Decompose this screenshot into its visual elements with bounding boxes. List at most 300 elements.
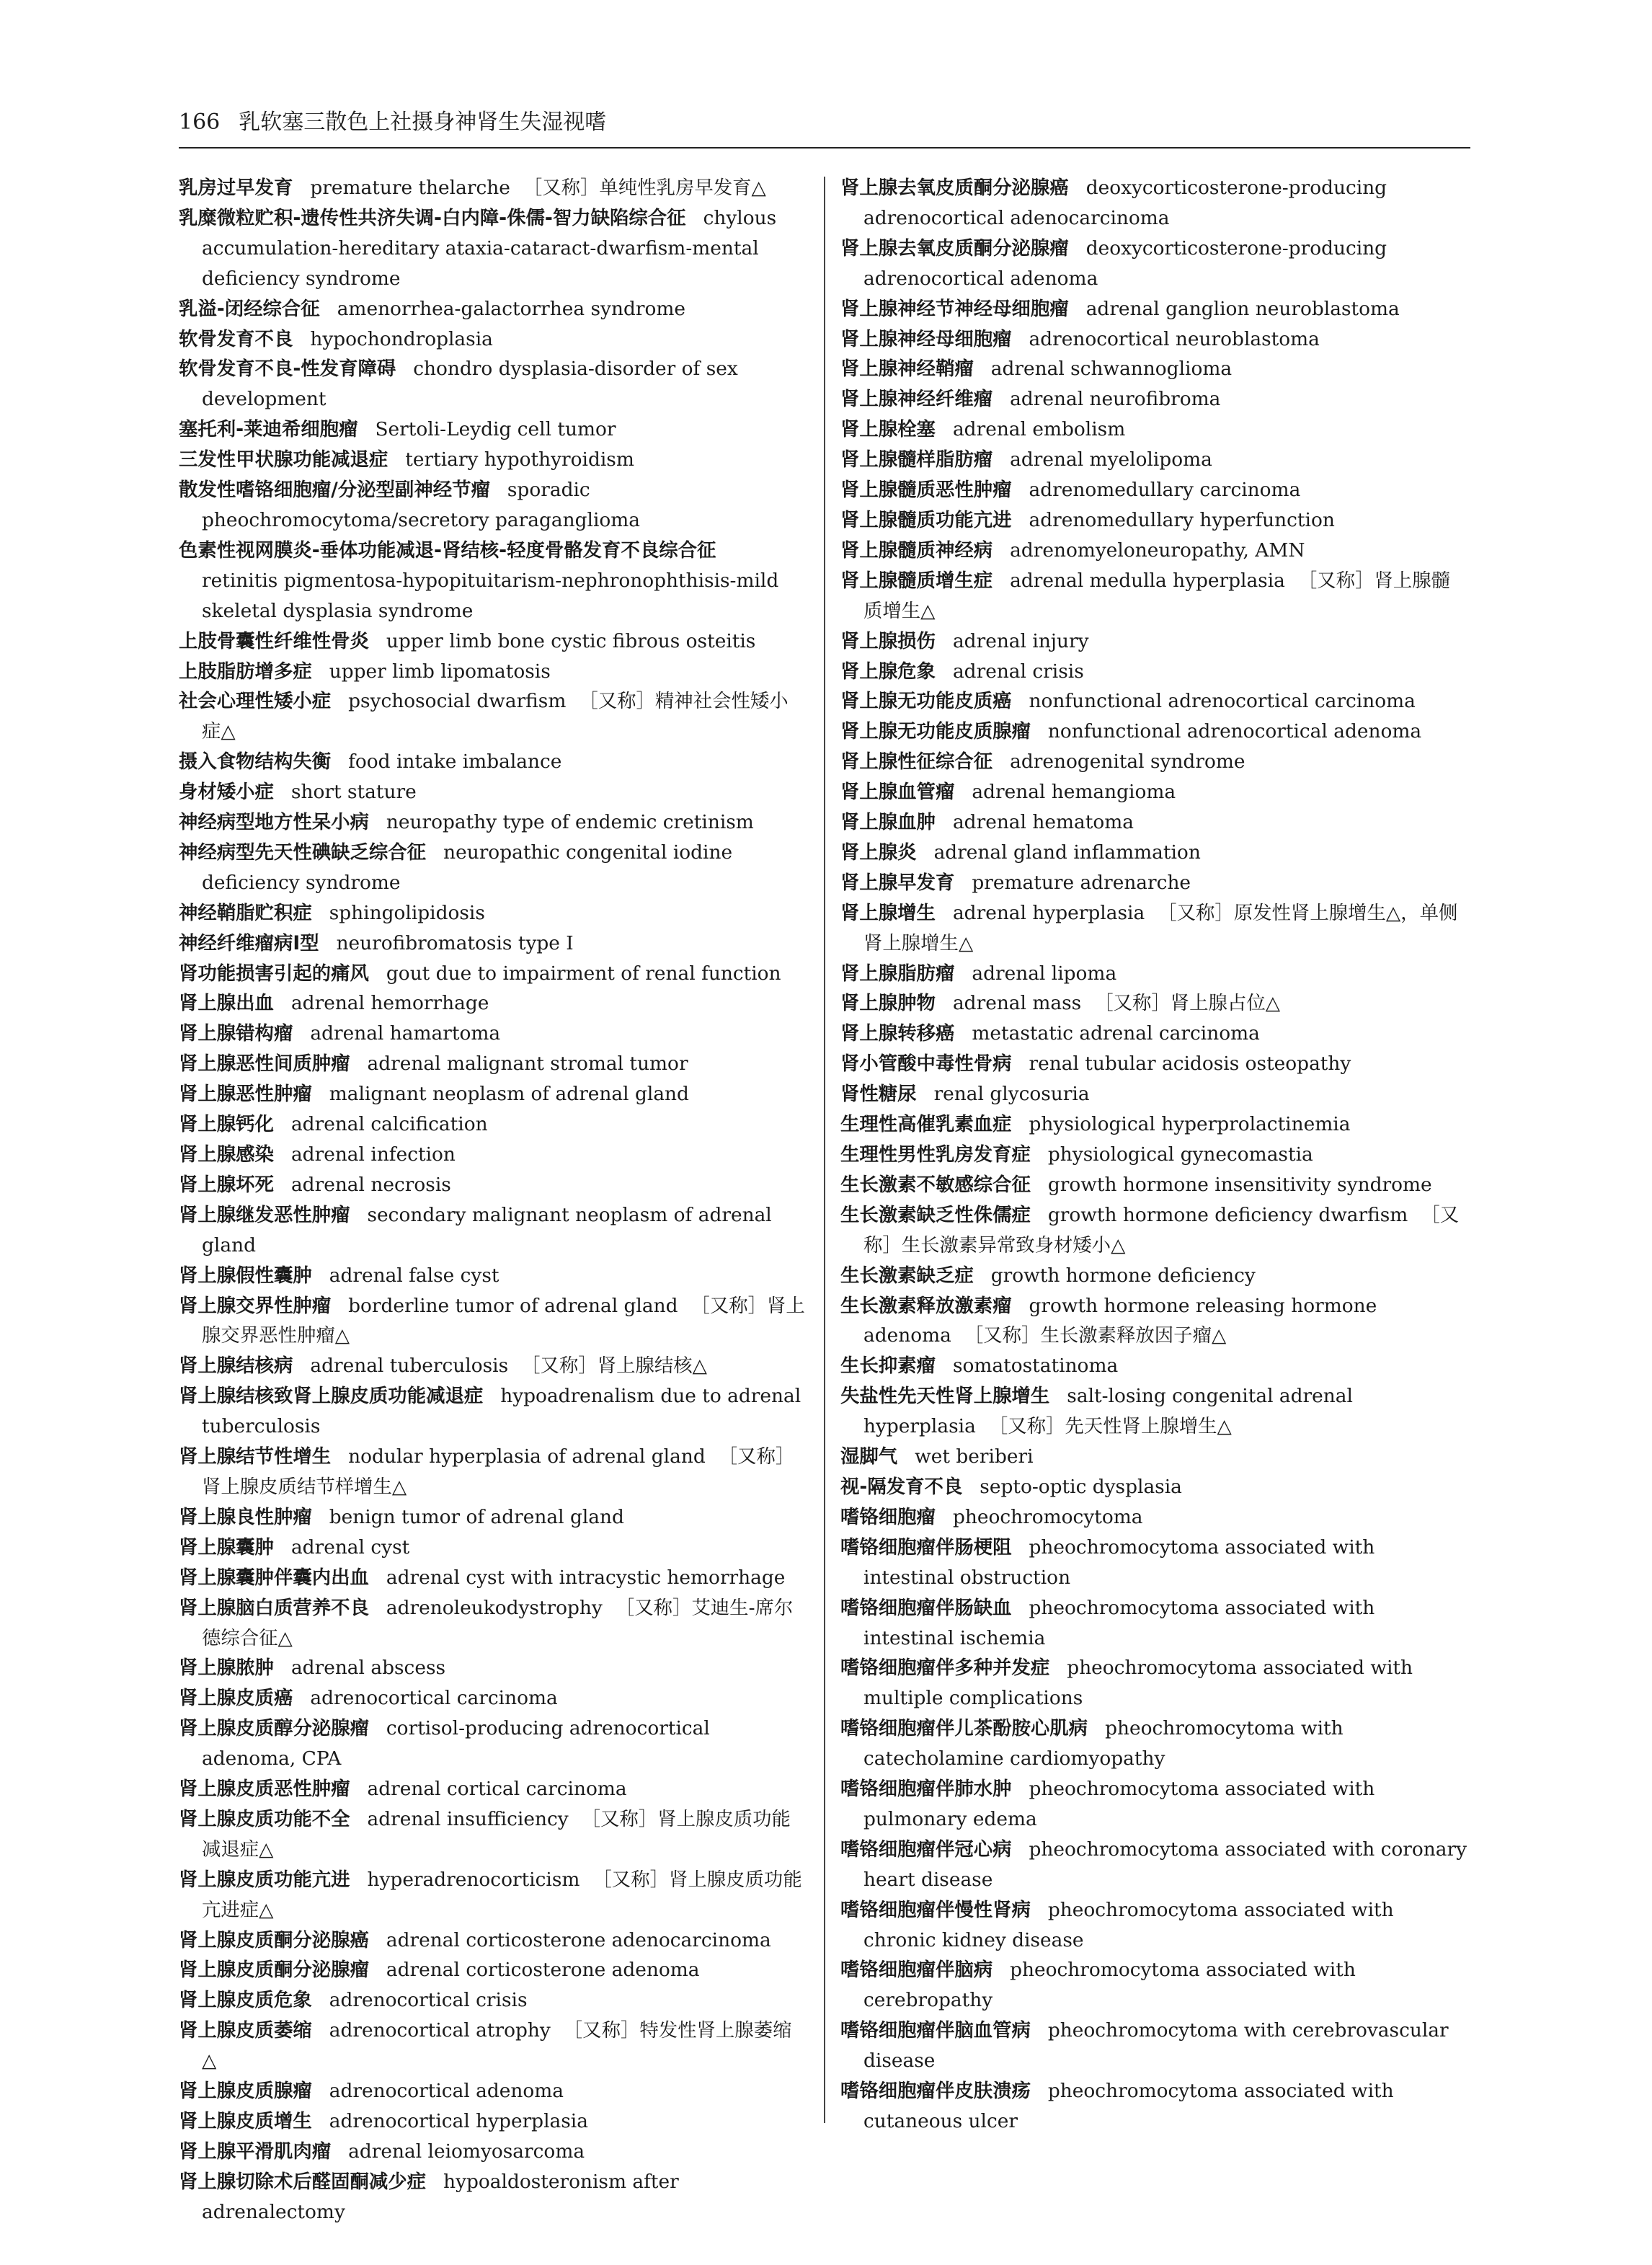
dictionary-entry	[179, 2106, 806, 2137]
entry-english: premature adrenarche	[972, 871, 1191, 894]
dictionary-entry	[179, 626, 806, 657]
dictionary-entry	[179, 838, 806, 898]
entry-term: 肾上腺脑白质营养不良	[179, 1596, 369, 1619]
dictionary-entry	[840, 777, 1467, 807]
entry-term: 神经纤维瘤病Ⅰ型	[179, 931, 319, 954]
entry-term: 肾上腺结核致肾上腺皮质功能减退症	[179, 1385, 484, 1408]
entry-english: wet beriberi	[915, 1445, 1034, 1468]
entry-english: physiological gynecomastia	[1047, 1143, 1313, 1166]
entry-english: adrenogenital syndrome	[1010, 750, 1245, 774]
entry-english: premature thelarche	[310, 177, 510, 199]
entry-english: nodular hyperplasia of adrenal gland	[348, 1445, 706, 1468]
dictionary-entry	[840, 1140, 1467, 1170]
entry-english: adrenal hemangioma	[972, 781, 1176, 804]
entry-english: adrenal hamartoma	[310, 1022, 501, 1045]
entry-term: 肾上腺去氧皮质酮分泌腺瘤	[840, 236, 1069, 260]
entry-english: somatostatinoma	[952, 1355, 1119, 1378]
entry-english: upper limb lipomatosis	[329, 660, 551, 683]
column-divider	[824, 177, 825, 2123]
entry-english: tertiary hypothyroidism	[405, 448, 634, 471]
entry-term: 肾上腺交界性肿瘤	[179, 1294, 332, 1317]
dictionary-entry	[840, 1261, 1467, 1291]
dictionary-entry	[840, 1895, 1467, 1956]
entry-english: secondary malignant neoplasm of adrenal gland	[202, 1203, 772, 1256]
entry-term: 肾上腺性征综合征	[840, 750, 993, 774]
entry-term: 塞托利-莱迪希细胞瘤	[179, 418, 358, 441]
dictionary-entry	[179, 354, 806, 415]
entry-term: 肾上腺平滑肌肉瘤	[179, 2140, 332, 2163]
dictionary-entry	[840, 445, 1467, 475]
dictionary-entry	[840, 1291, 1467, 1352]
entry-term: 上肢脂肪增多症	[179, 660, 312, 683]
dictionary-entry	[840, 959, 1467, 989]
entry-english: pheochromocytoma associated with multiple complications	[863, 1657, 1413, 1710]
dictionary-entry	[840, 1502, 1467, 1533]
dictionary-entry	[840, 868, 1467, 898]
entry-term: 嗜铬细胞瘤伴肠梗阻	[840, 1535, 1012, 1559]
entry-term: 肾功能损害引起的痛风	[179, 962, 369, 985]
entry-english: adrenal ganglion neuroblastoma	[1085, 297, 1400, 320]
dictionary-entry	[840, 475, 1467, 505]
entry-english: adrenal infection	[290, 1143, 456, 1166]
dictionary-entry	[179, 1925, 806, 1956]
dictionary-entry	[840, 807, 1467, 838]
entry-term: 嗜铬细胞瘤伴慢性肾病	[840, 1898, 1031, 1921]
entry-term: 肾上腺无功能皮质癌	[840, 690, 1012, 713]
dictionary-entry	[179, 536, 806, 626]
dictionary-entry	[179, 1261, 806, 1291]
dictionary-entry	[179, 928, 806, 959]
entry-term: 肾上腺无功能皮质腺瘤	[840, 720, 1031, 743]
dictionary-entry	[179, 1140, 806, 1170]
entry-english: short stature	[290, 781, 417, 804]
entry-term: 肾上腺错构瘤	[179, 1022, 293, 1045]
entry-english: growth hormone deficiency dwarfism	[1047, 1203, 1408, 1226]
entry-term: 肾上腺皮质功能不全	[179, 1807, 350, 1830]
header-title: 乳软塞三散色上社摄身神肾生失湿视嗜	[239, 110, 607, 135]
entry-term: 摄入食物结构失衡	[179, 750, 332, 774]
entry-english: adrenocortical hyperplasia	[329, 2110, 588, 2132]
entry-term: 肾上腺感染	[179, 1143, 274, 1166]
dictionary-entry	[840, 1019, 1467, 1049]
dictionary-entry	[840, 536, 1467, 566]
entry-english: adrenal necrosis	[290, 1173, 451, 1196]
entry-term: 嗜铬细胞瘤伴脑血管病	[840, 2019, 1031, 2042]
entry-english: metastatic adrenal carcinoma	[972, 1022, 1260, 1045]
dictionary-entry	[840, 1170, 1467, 1200]
entry-english: benign tumor of adrenal gland	[329, 1505, 624, 1528]
entry-english: adrenal insufficiency	[367, 1807, 569, 1830]
entry-term: 肾上腺血管瘤	[840, 781, 955, 804]
dictionary-entry	[179, 1049, 806, 1079]
entry-term: 肾上腺脓肿	[179, 1657, 274, 1680]
dictionary-entry	[840, 747, 1467, 777]
dictionary-entry	[179, 475, 806, 536]
entry-term: 嗜铬细胞瘤伴皮肤溃疡	[840, 2080, 1031, 2103]
dictionary-entry	[840, 626, 1467, 657]
dictionary-entry	[179, 2167, 806, 2228]
entry-english: salt-losing congenital adrenal hyperplasia	[863, 1385, 1353, 1438]
entry-english: deoxycorticosterone-producing adrenocortical adenoma	[863, 236, 1387, 290]
entry-english: adrenomyeloneuropathy, AMN	[1010, 538, 1305, 562]
dictionary-entry	[840, 415, 1467, 445]
entry-english: adrenal tuberculosis	[310, 1355, 509, 1378]
dictionary-entry	[840, 1533, 1467, 1593]
dictionary-entry	[840, 173, 1467, 234]
entry-synonym-note: ［又称］肾上腺交界恶性肿瘤△	[202, 1294, 805, 1347]
entry-english: nonfunctional adrenocortical carcinoma	[1029, 690, 1416, 713]
entry-english: adrenal mass	[952, 992, 1082, 1015]
dictionary-entry	[179, 415, 806, 445]
entry-term: 嗜铬细胞瘤伴儿茶酚胺心肌病	[840, 1717, 1088, 1740]
dictionary-entry	[179, 173, 806, 203]
entry-term: 软骨发育不良-性发育障碍	[179, 358, 396, 381]
entry-english: gout due to impairment of renal function	[386, 962, 781, 985]
entry-english: adrenal corticosterone adenocarcinoma	[386, 1928, 771, 1951]
entry-synonym-note: ［又称］单纯性乳房早发育△	[523, 177, 766, 199]
entry-term: 肾上腺转移癌	[840, 1022, 955, 1045]
dictionary-entry	[179, 988, 806, 1019]
dictionary-entry	[179, 1381, 806, 1442]
dictionary-entry	[179, 1683, 806, 1714]
entry-english: adrenal cyst	[290, 1535, 410, 1559]
dictionary-entry	[840, 686, 1467, 717]
entry-term: 肾上腺囊肿	[179, 1535, 274, 1559]
dictionary-entry	[840, 384, 1467, 415]
entry-term: 乳房过早发育	[179, 177, 293, 199]
entry-english: adrenal false cyst	[329, 1264, 499, 1287]
entry-term: 肾上腺假性囊肿	[179, 1264, 312, 1287]
entry-english: adrenal cortical carcinoma	[367, 1778, 627, 1801]
entry-english: neurofibromatosis type Ⅰ	[336, 931, 574, 954]
entry-english: adrenal hyperplasia	[952, 901, 1145, 924]
dictionary-entry	[179, 898, 806, 928]
entry-english: physiological hyperprolactinemia	[1029, 1113, 1351, 1136]
dictionary-entry	[840, 1472, 1467, 1502]
entry-synonym-note: ［又称］原发性肾上腺增生△，单侧肾上腺增生△	[863, 901, 1458, 954]
dictionary-entry	[840, 1079, 1467, 1109]
dictionary-entry	[840, 1835, 1467, 1895]
entry-english: adrenal leiomyosarcoma	[348, 2140, 585, 2163]
entry-english: septo-optic dysplasia	[980, 1475, 1182, 1498]
entry-synonym-note: ［又称］肾上腺皮质功能亢进症△	[202, 1868, 802, 1921]
entry-english: adrenal crisis	[952, 660, 1084, 683]
entry-term: 肾上腺皮质增生	[179, 2110, 312, 2132]
dictionary-entry	[840, 234, 1467, 294]
entry-english: growth hormone releasing hormone adenoma	[863, 1294, 1377, 1347]
dictionary-entry	[179, 1985, 806, 2016]
entry-english: hypoaldosteronism after adrenalectomy	[202, 2170, 679, 2223]
entry-english: pheochromocytoma associated with cutaneous ulcer	[863, 2080, 1394, 2132]
entry-english: cortisol-producing adrenocortical adenoma, CPA	[202, 1717, 710, 1770]
entry-term: 乳溢-闭经综合征	[179, 297, 320, 320]
dictionary-entry	[840, 505, 1467, 536]
dictionary-entry	[179, 1653, 806, 1683]
entry-english: chylous accumulation-hereditary ataxia-cataract-dwarfism-mental deficiency syndrome	[202, 206, 777, 290]
entry-synonym-note: ［又称］肾上腺皮质结节样增生△	[202, 1445, 795, 1498]
entry-english: adrenal neurofibroma	[1010, 388, 1221, 411]
entry-english: food intake imbalance	[348, 750, 562, 774]
entry-term: 肾上腺皮质酮分泌腺癌	[179, 1928, 369, 1951]
dictionary-entry	[179, 2137, 806, 2167]
dictionary-entry	[840, 898, 1467, 959]
entry-term: 嗜铬细胞瘤伴肺水肿	[840, 1778, 1012, 1801]
entry-english: adrenal injury	[952, 629, 1089, 652]
dictionary-entry	[179, 1109, 806, 1140]
entry-english: chondro dysplasia-disorder of sex development	[202, 358, 738, 411]
dictionary-entry	[179, 686, 806, 747]
entry-term: 嗜铬细胞瘤伴多种并发症	[840, 1657, 1050, 1680]
dictionary-entry	[179, 1079, 806, 1109]
dictionary-entry	[179, 324, 806, 355]
entry-english: nonfunctional adrenocortical adenoma	[1047, 720, 1422, 743]
entry-term: 神经鞘脂贮积症	[179, 901, 312, 924]
entry-term: 生理性男性乳房发育症	[840, 1143, 1031, 1166]
page-header	[179, 108, 1470, 149]
entry-term: 湿脚气	[840, 1445, 898, 1468]
dictionary-entry	[179, 1714, 806, 1774]
entry-english: psychosocial dwarfism	[348, 690, 567, 713]
entry-term: 肾上腺皮质功能亢进	[179, 1868, 350, 1891]
entry-english: growth hormone insensitivity syndrome	[1047, 1173, 1432, 1196]
entry-term: 肾上腺髓质神经病	[840, 538, 993, 562]
dictionary-entry	[840, 324, 1467, 355]
entry-english: adrenocortical atrophy	[329, 2019, 551, 2042]
entry-term: 视-隔发育不良	[840, 1475, 963, 1498]
dictionary-entry	[179, 807, 806, 838]
entry-synonym-note: ［又称］肾上腺髓质增生△	[863, 569, 1451, 622]
entry-term: 生长激素不敏感综合征	[840, 1173, 1031, 1196]
entry-term: 嗜铬细胞瘤	[840, 1505, 936, 1528]
dictionary-entry	[840, 1049, 1467, 1079]
dictionary-entry	[840, 566, 1467, 626]
entry-english: pheochromocytoma associated with pulmonary edema	[863, 1778, 1375, 1830]
header-rule	[179, 147, 1470, 149]
dictionary-entry	[840, 717, 1467, 747]
entry-english: adrenal medulla hyperplasia	[1010, 569, 1285, 592]
dictionary-entry	[840, 1109, 1467, 1140]
entry-term: 肾上腺神经鞘瘤	[840, 358, 974, 381]
entry-term: 肾上腺切除术后醛固酮减少症	[179, 2170, 427, 2193]
entry-term: 肾上腺神经节神经母细胞瘤	[840, 297, 1069, 320]
entry-term: 肾上腺髓样脂肪瘤	[840, 448, 993, 471]
dictionary-entry	[179, 1351, 806, 1381]
dictionary-entry	[840, 1351, 1467, 1381]
entry-term: 肾上腺良性肿瘤	[179, 1505, 312, 1528]
entry-term: 肾上腺皮质恶性肿瘤	[179, 1778, 350, 1801]
entry-english: adrenal corticosterone adenoma	[386, 1959, 700, 1982]
dictionary-entry	[179, 1442, 806, 1502]
right-column	[840, 173, 1467, 2137]
entry-term: 生长激素缺乏性侏儒症	[840, 1203, 1031, 1226]
entry-term: 生长抑素瘤	[840, 1355, 936, 1378]
entry-term: 肾上腺结节性增生	[179, 1445, 332, 1468]
entry-term: 肾小管酸中毒性骨病	[840, 1052, 1012, 1076]
entry-english: upper limb bone cystic fibrous osteitis	[386, 629, 756, 652]
entry-term: 肾上腺炎	[840, 841, 917, 864]
dictionary-entry	[179, 1019, 806, 1049]
dictionary-entry	[179, 959, 806, 989]
entry-english: pheochromocytoma with catecholamine cardiomyopathy	[863, 1717, 1344, 1770]
dictionary-entry	[179, 1593, 806, 1654]
entry-term: 软骨发育不良	[179, 327, 293, 350]
entry-english: pheochromocytoma associated with chronic kidney disease	[863, 1898, 1394, 1951]
entry-term: 肾上腺皮质腺瘤	[179, 2080, 312, 2103]
dictionary-entry	[179, 747, 806, 777]
dictionary-entry	[179, 1955, 806, 1985]
dictionary-entry	[840, 1774, 1467, 1835]
entry-english: adrenal lipoma	[972, 962, 1117, 985]
entry-term: 神经病型先天性碘缺乏综合征	[179, 841, 427, 864]
dictionary-entry	[840, 1593, 1467, 1654]
dictionary-entry	[840, 1955, 1467, 2016]
entry-english: adrenal cyst with intracystic hemorrhage	[386, 1566, 786, 1589]
entry-english: adrenal malignant stromal tumor	[367, 1052, 688, 1076]
entry-term: 肾上腺恶性间质肿瘤	[179, 1052, 350, 1076]
entry-english: pheochromocytoma associated with intestinal obstruction	[863, 1535, 1375, 1589]
dictionary-entry	[179, 1774, 806, 1804]
entry-term: 嗜铬细胞瘤伴脑病	[840, 1959, 993, 1982]
entry-english: adrenal hematoma	[952, 811, 1134, 834]
entry-term: 肾上腺继发恶性肿瘤	[179, 1203, 350, 1226]
entry-term: 生理性高催乳素血症	[840, 1113, 1012, 1136]
entry-english: adrenoleukodystrophy	[386, 1596, 603, 1619]
left-column	[179, 173, 806, 2228]
entry-synonym-note: ［又称］特发性肾上腺萎缩△	[202, 2019, 792, 2073]
entry-english: sporadic pheochromocytoma/secretory paraganglioma	[202, 479, 641, 531]
entry-english: neuropathy type of endemic cretinism	[386, 811, 754, 834]
entry-english: adrenal myelolipoma	[1010, 448, 1212, 471]
entry-term: 肾上腺脂肪瘤	[840, 962, 955, 985]
entry-term: 生长激素缺乏症	[840, 1264, 974, 1287]
entry-english: Sertoli-Leydig cell tumor	[375, 418, 616, 441]
entry-term: 肾上腺皮质萎缩	[179, 2019, 312, 2042]
entry-synonym-note: ［又称］肾上腺占位△	[1094, 992, 1281, 1015]
entry-english: renal glycosuria	[933, 1083, 1090, 1106]
entry-english: pheochromocytoma associated with intestinal ischemia	[863, 1596, 1375, 1649]
entry-term: 肾上腺肿物	[840, 992, 936, 1015]
entry-english: amenorrhea-galactorrhea syndrome	[337, 297, 685, 320]
entry-term: 肾上腺皮质癌	[179, 1687, 293, 1710]
entry-english: renal tubular acidosis osteopathy	[1029, 1052, 1351, 1076]
dictionary-entry	[840, 988, 1467, 1019]
dictionary-entry	[840, 1381, 1467, 1442]
entry-term: 肾上腺髓质恶性肿瘤	[840, 479, 1012, 502]
entry-term: 肾上腺栓塞	[840, 418, 936, 441]
entry-term: 生长激素释放激素瘤	[840, 1294, 1012, 1317]
entry-term: 散发性嗜铬细胞瘤/分泌型副神经节瘤	[179, 479, 490, 502]
entry-english: sphingolipidosis	[329, 901, 485, 924]
entry-synonym-note: ［又称］精神社会性矮小症△	[202, 690, 789, 743]
entry-term: 肾上腺出血	[179, 992, 274, 1015]
entry-term: 肾上腺增生	[840, 901, 936, 924]
entry-term: 嗜铬细胞瘤伴冠心病	[840, 1838, 1012, 1861]
dictionary-entry	[840, 2016, 1467, 2076]
page-number: 166	[179, 110, 221, 135]
entry-term: 肾上腺损伤	[840, 629, 936, 652]
entry-english: adrenocortical crisis	[329, 1989, 528, 2012]
entry-english: adrenal schwannoglioma	[990, 358, 1233, 381]
entry-term: 肾上腺髓质增生症	[840, 569, 993, 592]
entry-term: 肾上腺神经纤维瘤	[840, 388, 993, 411]
dictionary-entry	[840, 838, 1467, 868]
dictionary-entry	[179, 294, 806, 324]
entry-term: 肾上腺血肿	[840, 811, 936, 834]
entry-term: 肾上腺钙化	[179, 1113, 274, 1136]
entry-synonym-note: ［又称］艾迪生-席尔德综合征△	[202, 1596, 794, 1649]
dictionary-entry	[179, 1865, 806, 1925]
entry-term: 肾上腺结核病	[179, 1355, 293, 1378]
entry-term: 肾上腺去氧皮质酮分泌腺癌	[840, 177, 1069, 199]
entry-english: pheochromocytoma associated with cerebropathy	[863, 1959, 1356, 2012]
entry-term: 乳糜微粒贮积-遗传性共济失调-白内障-侏儒-智力缺陷综合征	[179, 206, 686, 229]
entry-english: adrenocortical carcinoma	[310, 1687, 558, 1710]
entry-term: 肾上腺神经母细胞瘤	[840, 327, 1012, 350]
entry-term: 肾上腺髓质功能亢进	[840, 508, 1012, 531]
entry-english: deoxycorticosterone-producing adrenocortical adenocarcinoma	[863, 177, 1387, 229]
entry-synonym-note: ［又称］肾上腺皮质功能减退症△	[202, 1807, 791, 1861]
entry-english: pheochromocytoma associated with coronary heart disease	[863, 1838, 1467, 1891]
dictionary-entry	[179, 445, 806, 475]
entry-english: adrenomedullary hyperfunction	[1029, 508, 1335, 531]
entry-english: adrenal gland inflammation	[933, 841, 1201, 864]
dictionary-entry	[179, 777, 806, 807]
entry-english: hypoadrenalism due to adrenal tuberculosis	[202, 1385, 801, 1438]
entry-term: 肾上腺危象	[840, 660, 936, 683]
dictionary-entry	[840, 1653, 1467, 1714]
entry-synonym-note: ［又称］生长激素异常致身材矮小△	[863, 1203, 1460, 1256]
entry-term: 肾上腺坏死	[179, 1173, 274, 1196]
entry-english: borderline tumor of adrenal gland	[348, 1294, 678, 1317]
entry-term: 肾上腺皮质酮分泌腺瘤	[179, 1959, 369, 1982]
entry-english: retinitis pigmentosa-hypopituitarism-nephronophthisis-mild skeletal dysplasia syndrome	[202, 569, 779, 622]
entry-term: 上肢骨囊性纤维性骨炎	[179, 629, 369, 652]
dictionary-entry	[840, 1200, 1467, 1261]
entry-english: malignant neoplasm of adrenal gland	[329, 1083, 689, 1106]
entry-english: adrenocortical neuroblastoma	[1029, 327, 1320, 350]
dictionary-entry	[179, 657, 806, 687]
entry-term: 肾上腺皮质醇分泌腺瘤	[179, 1717, 369, 1740]
entry-english: adrenomedullary carcinoma	[1029, 479, 1301, 502]
dictionary-entry	[179, 1291, 806, 1352]
dictionary-entry	[840, 294, 1467, 324]
entry-english: adrenal abscess	[290, 1657, 446, 1680]
entry-term: 肾上腺恶性肿瘤	[179, 1083, 312, 1106]
entry-english: adrenal embolism	[952, 418, 1126, 441]
entry-term: 色素性视网膜炎-垂体功能减退-肾结核-轻度骨骼发育不良综合征	[179, 538, 716, 562]
dictionary-entry	[179, 1170, 806, 1200]
entry-term: 肾上腺皮质危象	[179, 1989, 312, 2012]
entry-term: 三发性甲状腺功能减退症	[179, 448, 388, 471]
entry-term: 神经病型地方性呆小病	[179, 811, 369, 834]
entry-term: 肾上腺囊肿伴囊内出血	[179, 1566, 369, 1589]
entry-synonym-note: ［又称］肾上腺结核△	[521, 1355, 707, 1378]
dictionary-entry	[179, 1200, 806, 1261]
dictionary-entry	[179, 2076, 806, 2106]
entry-term: 失盐性先天性肾上腺增生	[840, 1385, 1050, 1408]
dictionary-entry	[179, 1563, 806, 1593]
entry-english: adrenal hemorrhage	[290, 992, 489, 1015]
entry-english: adrenal calcification	[290, 1113, 488, 1136]
dictionary-entry	[179, 2016, 806, 2076]
entry-term: 肾性糖尿	[840, 1083, 917, 1106]
entry-english: hyperadrenocorticism	[367, 1868, 580, 1891]
entry-english: hypochondroplasia	[310, 327, 493, 350]
entry-term: 嗜铬细胞瘤伴肠缺血	[840, 1596, 1012, 1619]
dictionary-entry	[179, 1533, 806, 1563]
entry-term: 身材矮小症	[179, 781, 274, 804]
entry-term: 肾上腺早发育	[840, 871, 955, 894]
